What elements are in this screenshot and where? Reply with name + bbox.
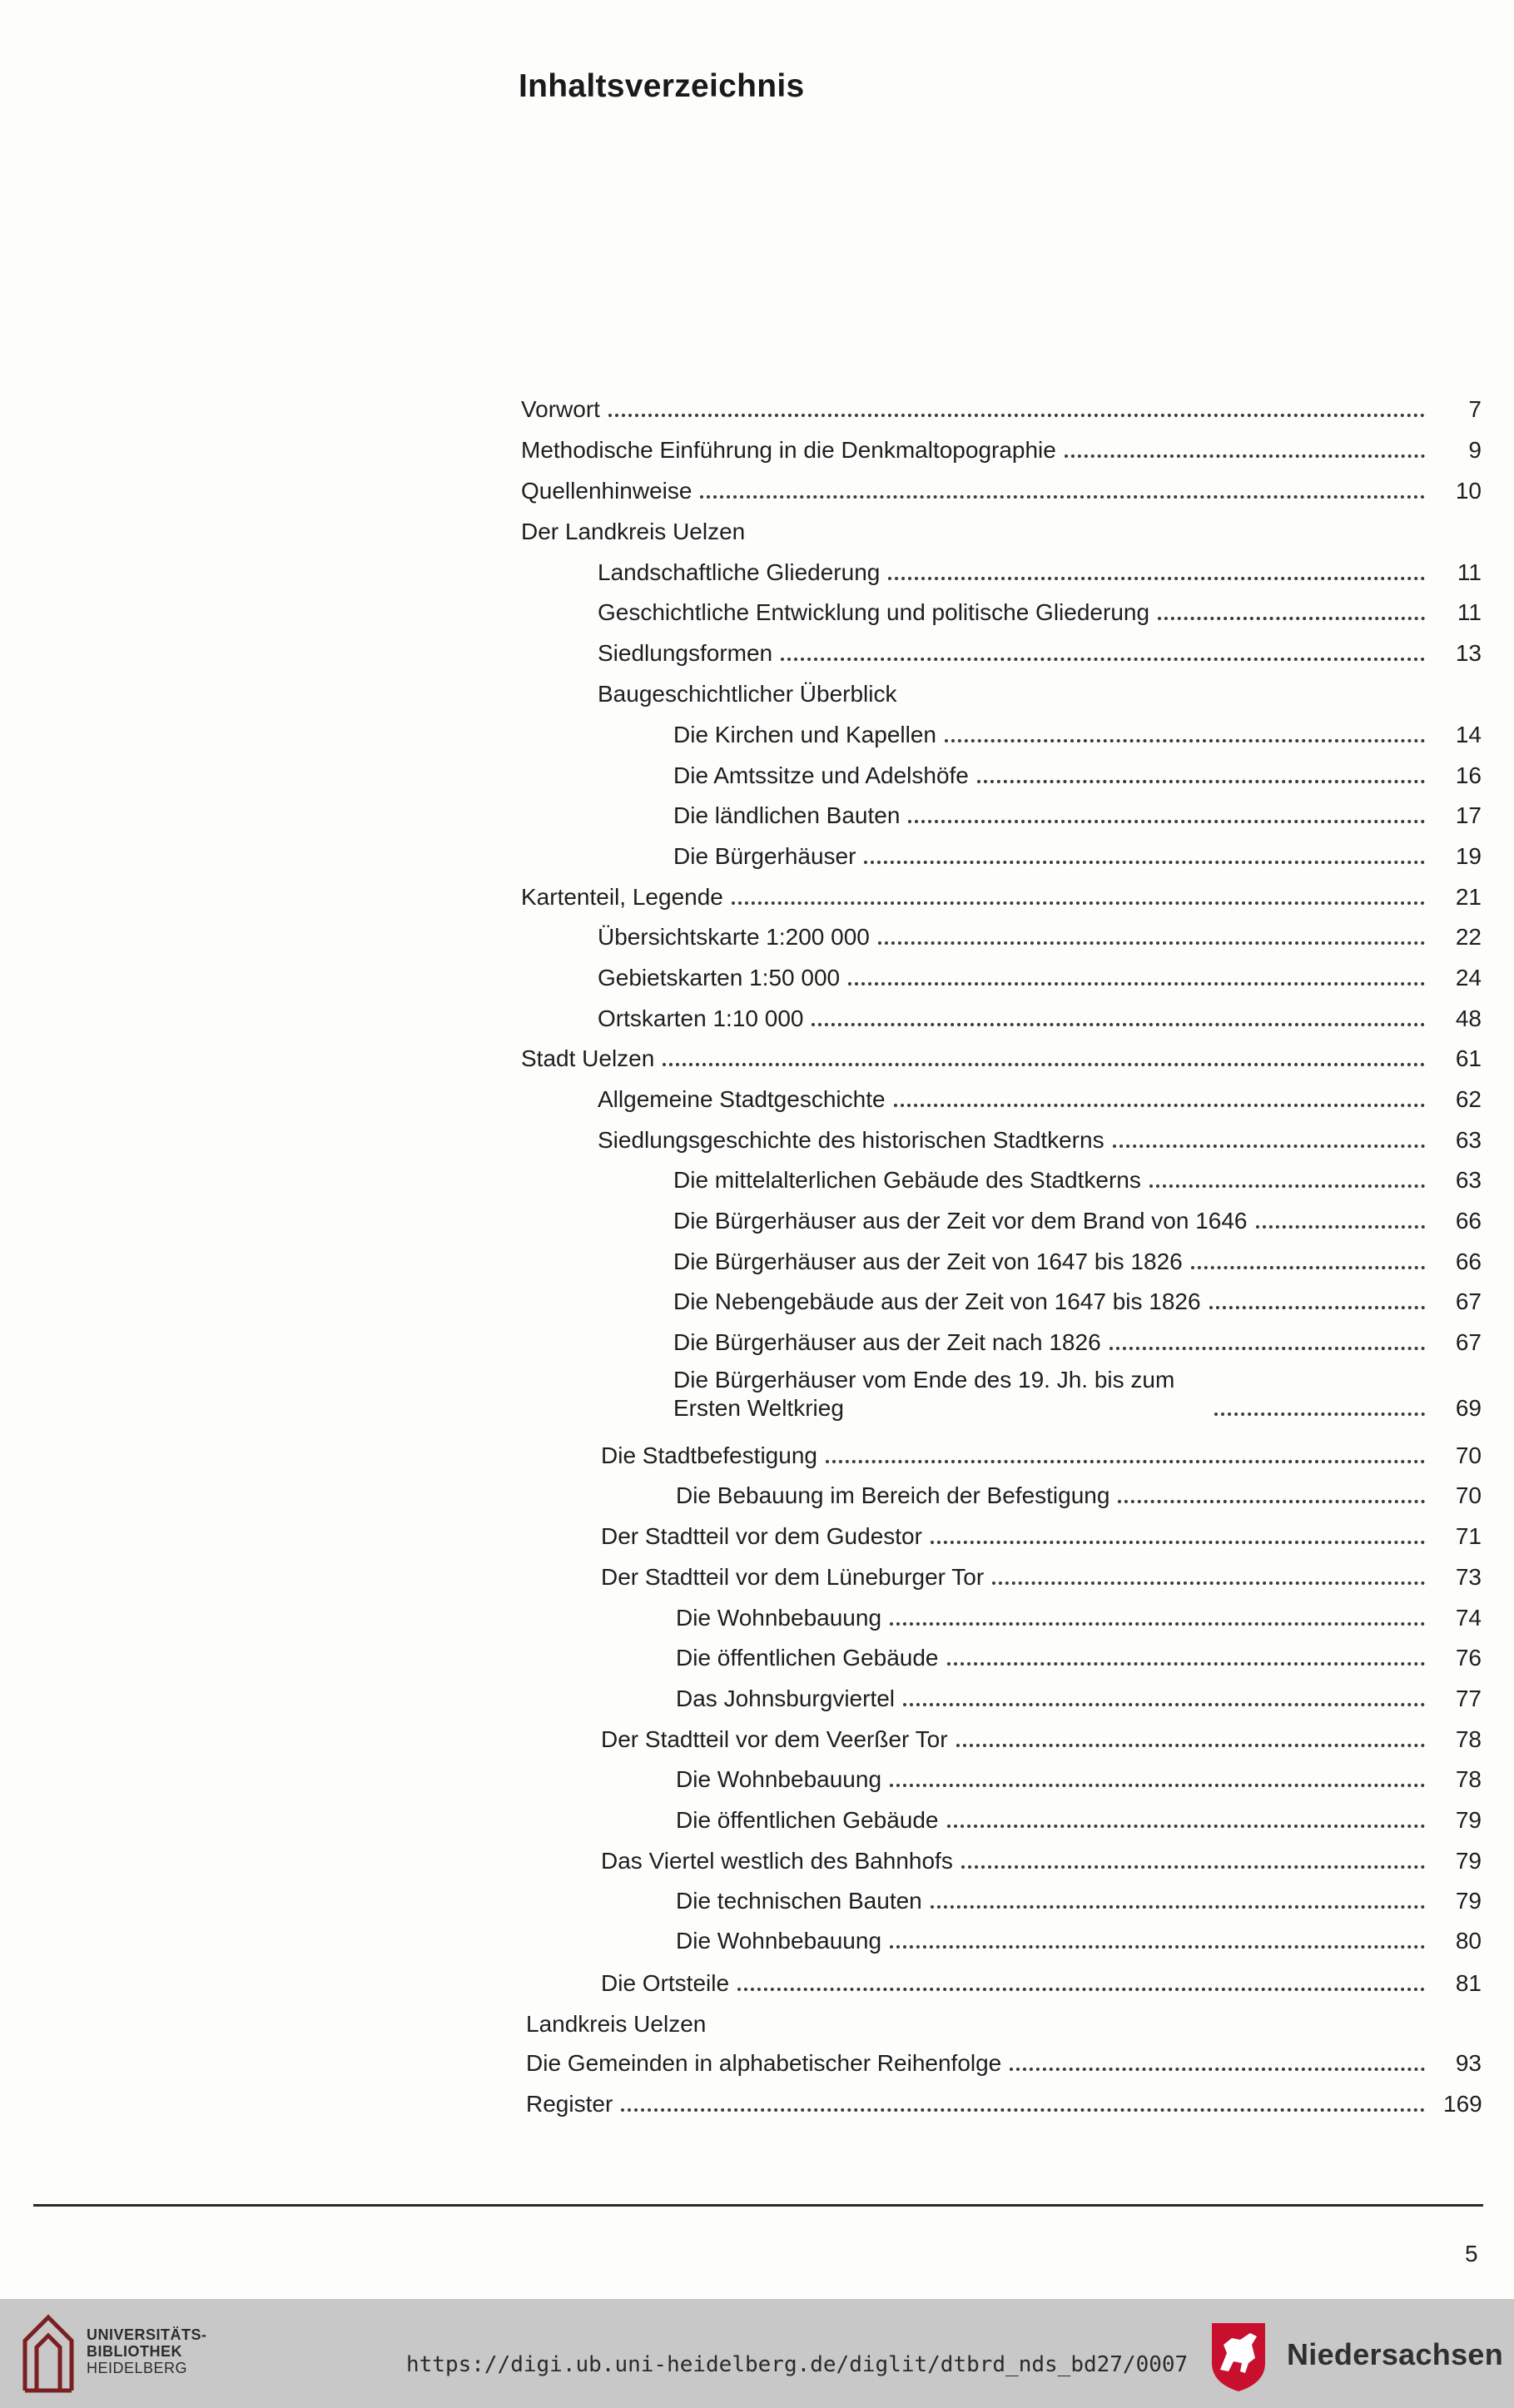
- toc-entry-label: Die Wohnbebauung: [676, 1928, 882, 1954]
- dot-leader: [888, 577, 1425, 580]
- toc-entry[interactable]: [673, 802, 1482, 830]
- toc-entry-label: Der Stadtteil vor dem Gudestor: [601, 1523, 922, 1549]
- toc-entry-page: 70: [1455, 1482, 1482, 1508]
- toc-entry-page: 80: [1455, 1928, 1482, 1954]
- toc-entry-page: 21: [1455, 884, 1482, 910]
- dot-leader: [700, 495, 1425, 499]
- toc-entry-page: 78: [1455, 1766, 1482, 1792]
- dot-leader: [1118, 1500, 1425, 1503]
- toc-entry-label: Die Wohnbebauung: [676, 1605, 882, 1631]
- dot-leader: [890, 1945, 1425, 1949]
- toc-entry[interactable]: [526, 2090, 1482, 2118]
- toc-entry[interactable]: [521, 1045, 1482, 1073]
- toc-entry-label: Übersichtskarte 1:200 000: [598, 924, 870, 950]
- toc-entry[interactable]: [598, 639, 1482, 668]
- page-title: Inhaltsverzeichnis: [519, 68, 805, 104]
- toc-entry[interactable]: [673, 762, 1482, 790]
- dot-leader: [864, 861, 1425, 864]
- toc-entry-page: 69: [1455, 1395, 1482, 1421]
- toc-entry-label: Der Landkreis Uelzen: [521, 519, 746, 544]
- toc-entry-label: Methodische Einführung in die Denkmaltopographie: [521, 437, 1056, 463]
- toc-entry-page: 79: [1455, 1807, 1482, 1833]
- toc-entry[interactable]: [673, 1366, 1482, 1422]
- toc-entry-label: Die Wohnbebauung: [676, 1766, 882, 1792]
- toc-entry-label: Vorwort: [521, 396, 600, 422]
- footer-rule: [33, 2204, 1483, 2207]
- toc-entry-page: 63: [1455, 1167, 1482, 1193]
- toc-entry-page: 76: [1455, 1645, 1482, 1671]
- toc-entry-page: 79: [1455, 1848, 1482, 1874]
- document-url[interactable]: https://digi.ub.uni-heidelberg.de/diglit/dtbrd_nds_bd27/0007: [406, 2352, 1189, 2377]
- toc-entry[interactable]: [521, 883, 1482, 911]
- toc-entry-label: Die öffentlichen Gebäude: [676, 1645, 939, 1671]
- library-name-line: UNIVERSITÄTS-: [87, 2326, 207, 2343]
- toc-entry[interactable]: [673, 1288, 1482, 1316]
- toc-entry-label: Stadt Uelzen: [521, 1045, 655, 1071]
- toc-entry-page: 67: [1455, 1288, 1482, 1314]
- toc-entry-page: 11: [1457, 559, 1482, 585]
- dot-leader: [1158, 617, 1425, 620]
- partner-name: Niedersachsen: [1287, 2337, 1504, 2371]
- toc-entry-label: Landschaftliche Gliederung: [598, 559, 881, 585]
- dot-leader: [947, 1825, 1426, 1828]
- toc-entry-label: Geschichtliche Entwicklung und politische Gliederung: [598, 599, 1150, 625]
- dot-leader: [992, 1581, 1425, 1585]
- toc-entry-label: Die ländlichen Bauten: [673, 802, 901, 828]
- toc-entry[interactable]: [598, 1126, 1482, 1154]
- toc-entry-page: 19: [1455, 843, 1482, 869]
- toc-entry[interactable]: [673, 721, 1482, 749]
- toc-entry-page: 61: [1455, 1045, 1482, 1071]
- dot-leader: [931, 1541, 1425, 1544]
- toc-entry[interactable]: [676, 1482, 1482, 1510]
- toc-entry-label: Die Bebauung im Bereich der Befestigung: [676, 1482, 1110, 1508]
- toc-entry-label: Allgemeine Stadtgeschichte: [598, 1086, 886, 1112]
- dot-leader: [956, 1744, 1425, 1747]
- dot-leader: [737, 1988, 1425, 1991]
- toc-entry-label: Die öffentlichen Gebäude: [676, 1807, 939, 1833]
- toc-entry-label: Gebietskarten 1:50 000: [598, 965, 841, 991]
- toc-entry-page: 14: [1455, 722, 1482, 747]
- toc-entry-page: 63: [1455, 1127, 1482, 1153]
- toc-section-heading[interactable]: [526, 2010, 1482, 2038]
- dot-leader: [977, 780, 1425, 783]
- page-number: 5: [1465, 2241, 1478, 2266]
- toc-entry-page: 24: [1455, 965, 1482, 991]
- dot-leader: [890, 1784, 1425, 1787]
- toc-entry-label: Die Kirchen und Kapellen: [673, 722, 936, 747]
- toc-entry-page: 66: [1455, 1249, 1482, 1274]
- dot-leader: [608, 414, 1425, 417]
- toc-entry-page: 79: [1455, 1888, 1482, 1914]
- toc-entry-label: Die Amtssitze und Adelshöfe: [673, 762, 969, 788]
- toc-entry[interactable]: [673, 1166, 1482, 1194]
- toc-entry[interactable]: [526, 2049, 1482, 2078]
- dot-leader: [1113, 1144, 1425, 1148]
- toc-entry-page: 70: [1455, 1442, 1482, 1468]
- toc-entry-page: 17: [1455, 802, 1482, 828]
- toc-entry-label: Ortskarten 1:10 000: [598, 1005, 804, 1031]
- toc-section-heading[interactable]: [521, 518, 1482, 546]
- toc-entry[interactable]: [521, 477, 1482, 505]
- toc-entry[interactable]: [676, 1604, 1482, 1632]
- toc-entry-page: 62: [1455, 1086, 1482, 1112]
- toc-entry[interactable]: [676, 1765, 1482, 1794]
- toc-entry-label: Das Johnsburgviertel: [676, 1686, 896, 1711]
- toc-entry[interactable]: [676, 1685, 1482, 1713]
- toc-entry[interactable]: [601, 1442, 1482, 1470]
- toc-entry-label: Register: [526, 2091, 613, 2117]
- dot-leader: [781, 658, 1425, 661]
- toc-entry[interactable]: [676, 1887, 1482, 1915]
- dot-leader: [945, 739, 1425, 742]
- toc-entry[interactable]: [601, 1847, 1482, 1875]
- toc-entry-page: 7: [1468, 396, 1482, 422]
- toc-entry-label: Die Nebengebäude aus der Zeit von 1647 bis 1826: [673, 1288, 1201, 1314]
- toc-entry[interactable]: [598, 559, 1482, 587]
- dot-leader: [878, 941, 1425, 945]
- toc-entry-label: Das Viertel westlich des Bahnhofs: [601, 1848, 953, 1874]
- dot-leader: [1109, 1347, 1425, 1350]
- toc-entry-label: Die mittelalterlichen Gebäude des Stadtkerns: [673, 1167, 1141, 1193]
- toc-entry-label: Die Bürgerhäuser aus der Zeit von 1647 bis 1826: [673, 1249, 1183, 1274]
- toc-entry[interactable]: [676, 1927, 1482, 1955]
- toc-entry[interactable]: [601, 1725, 1482, 1754]
- lower-saxony-horse-icon[interactable]: [1209, 2320, 1268, 2393]
- toc-entry-page: 67: [1455, 1329, 1482, 1355]
- dot-leader: [903, 1703, 1425, 1706]
- toc-entry[interactable]: [676, 1644, 1482, 1672]
- toc-entry-label: Die Ortsteile: [601, 1970, 730, 1996]
- toc-entry[interactable]: [598, 598, 1482, 627]
- dot-leader: [1010, 2068, 1425, 2071]
- dot-leader: [908, 820, 1425, 823]
- dot-leader: [663, 1063, 1425, 1066]
- dot-leader: [1209, 1306, 1425, 1309]
- toc-entry-label: Die technischen Bauten: [676, 1888, 922, 1914]
- dot-leader: [1065, 454, 1425, 458]
- dot-leader: [621, 2108, 1425, 2112]
- toc-entry-label: Die Gemeinden in alphabetischer Reihenfolge: [526, 2050, 1002, 2076]
- toc-entry-label: Der Stadtteil vor dem Lüneburger Tor: [601, 1564, 985, 1590]
- dot-leader: [812, 1023, 1425, 1026]
- toc-entry-label: Der Stadtteil vor dem Veerßer Tor: [601, 1726, 948, 1752]
- toc-entry-label: Die Bürgerhäuser: [673, 843, 856, 869]
- toc-entry[interactable]: [521, 436, 1482, 464]
- toc-entry[interactable]: [601, 1563, 1482, 1591]
- toc-entry-page: 13: [1455, 640, 1482, 666]
- toc-entry-page: 93: [1455, 2050, 1482, 2076]
- toc-entry-page: 77: [1455, 1686, 1482, 1711]
- dot-leader: [1214, 1413, 1425, 1416]
- toc-entry-page: 9: [1468, 437, 1482, 463]
- toc-entry-page: 71: [1455, 1523, 1482, 1549]
- toc-entry[interactable]: [598, 1085, 1482, 1114]
- toc-entry-label: Siedlungsformen: [598, 640, 773, 666]
- toc-entry[interactable]: [673, 1248, 1482, 1276]
- library-name: [87, 2326, 207, 2376]
- toc-entry[interactable]: [521, 395, 1482, 424]
- toc-entry-page: 78: [1455, 1726, 1482, 1752]
- toc-entry-page: 48: [1455, 1005, 1482, 1031]
- toc-entry-page: 81: [1455, 1970, 1482, 1996]
- library-name-line: HEIDELBERG: [87, 2360, 188, 2376]
- dot-leader: [894, 1104, 1425, 1107]
- toc-entry[interactable]: [676, 1806, 1482, 1835]
- toc-entry[interactable]: [601, 1522, 1482, 1551]
- toc-entry-label: Landkreis Uelzen: [526, 2011, 707, 2037]
- dot-leader: [1256, 1225, 1426, 1229]
- library-name-line: BIBLIOTHEK: [87, 2343, 182, 2360]
- dot-leader: [1191, 1266, 1425, 1269]
- toc-entry[interactable]: [673, 1328, 1482, 1357]
- dot-leader: [1149, 1184, 1425, 1188]
- toc-entry-label: Quellenhinweise: [521, 478, 692, 504]
- dot-leader: [961, 1865, 1425, 1869]
- toc-entry-page: 22: [1455, 924, 1482, 950]
- toc-entry[interactable]: [598, 1005, 1482, 1033]
- toc-entry-label: Die Bürgerhäuser aus der Zeit nach 1826: [673, 1329, 1101, 1355]
- toc-entry-label: Baugeschichtlicher Überblick: [598, 681, 897, 707]
- toc-entry[interactable]: [673, 1207, 1482, 1235]
- toc-entry-page: 11: [1457, 599, 1482, 625]
- dot-leader: [947, 1662, 1426, 1666]
- toc-entry-page: 74: [1455, 1605, 1482, 1631]
- toc-section-heading[interactable]: [598, 680, 1482, 708]
- toc-entry-page: 73: [1455, 1564, 1482, 1590]
- dot-leader: [890, 1622, 1425, 1626]
- toc-entry[interactable]: [601, 1969, 1482, 1998]
- toc-entry-label: Siedlungsgeschichte des historischen Stadtkerns: [598, 1127, 1104, 1153]
- toc-entry-label: Die Bürgerhäuser vom Ende des 19. Jh. bis zum Ersten Weltkrieg: [673, 1367, 1175, 1421]
- toc-entry-page: 169: [1443, 2091, 1482, 2117]
- toc-entry[interactable]: [598, 923, 1482, 951]
- toc-entry[interactable]: [673, 842, 1482, 871]
- toc-entry-label: Die Bürgerhäuser aus der Zeit vor dem Brand von 1646: [673, 1208, 1248, 1234]
- toc-entry-page: 16: [1455, 762, 1482, 788]
- toc-entry-page: 66: [1455, 1208, 1482, 1234]
- dot-leader: [826, 1460, 1425, 1463]
- dot-leader: [931, 1905, 1425, 1909]
- toc-entry-label: Kartenteil, Legende: [521, 884, 723, 910]
- toc-entry-label: Die Stadtbefestigung: [601, 1442, 817, 1468]
- dot-leader: [848, 982, 1425, 986]
- dot-leader: [732, 901, 1425, 905]
- university-library-logo-icon[interactable]: [18, 2307, 78, 2399]
- toc-entry[interactable]: [598, 964, 1482, 992]
- toc-entry-page: 10: [1455, 478, 1482, 504]
